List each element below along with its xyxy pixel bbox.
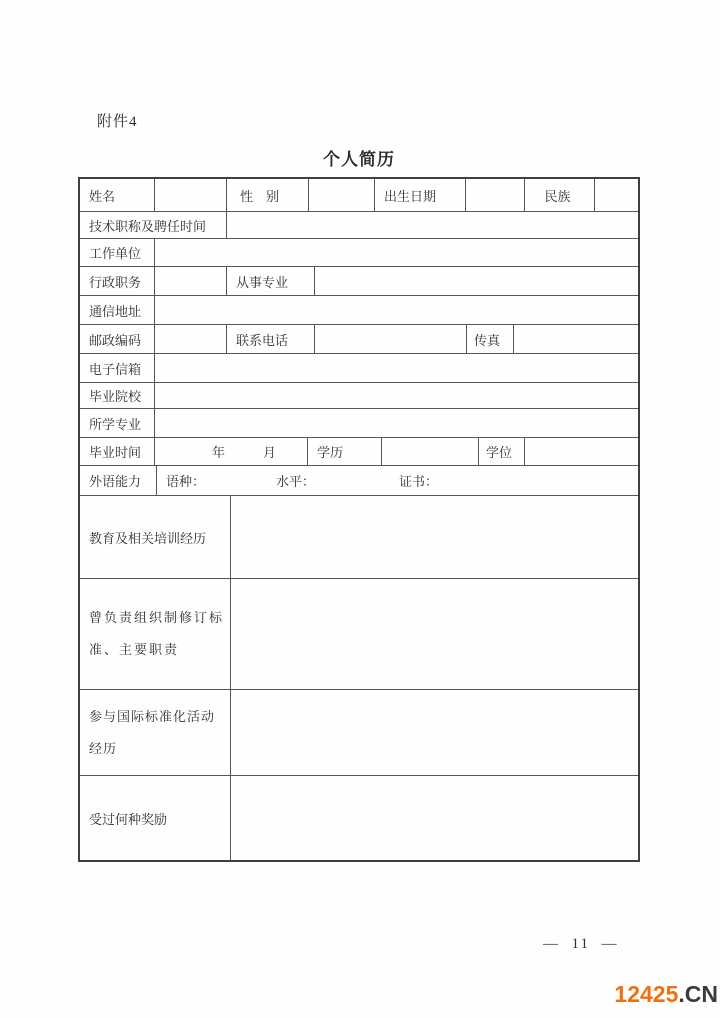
table-row — [80, 267, 638, 296]
email-value-cell — [155, 354, 638, 382]
language-level-label: 水平： — [276, 474, 316, 489]
international-activity-label: 参与国际标准化活动经历 — [80, 690, 231, 775]
table-row — [80, 496, 638, 579]
table-row — [80, 776, 638, 860]
table-row — [80, 438, 638, 466]
watermark-brand: 12425 — [614, 981, 679, 1007]
mailing-address-value-cell — [155, 296, 638, 324]
table-row — [80, 179, 638, 212]
education-level-label: 学历 — [308, 438, 382, 465]
postal-code-label: 邮政编码 — [80, 325, 155, 353]
phone-value-cell — [315, 325, 467, 353]
table-row — [80, 239, 638, 267]
foreign-language-detail-cell — [157, 466, 638, 495]
fax-value-cell — [514, 325, 638, 353]
ethnicity-label: 民族 — [525, 179, 595, 211]
phone-label: 联系电话 — [227, 325, 315, 353]
gender-value-cell — [309, 179, 375, 211]
foreign-language-label: 外语能力 — [80, 466, 157, 495]
name-value-cell — [155, 179, 227, 211]
graduate-school-label: 毕业院校 — [80, 383, 155, 408]
degree-value-cell — [525, 438, 638, 465]
year-label: 年 — [211, 445, 225, 460]
table-row — [80, 690, 638, 776]
technical-title-label: 技术职称及聘任时间 — [80, 212, 227, 238]
email-label: 电子信箱 — [80, 354, 155, 382]
table-row — [80, 212, 638, 239]
certificate-label: 证书： — [399, 474, 439, 489]
profession-value-cell — [315, 267, 638, 295]
admin-position-value-cell — [155, 267, 227, 295]
watermark-logo — [614, 981, 718, 1008]
major-value-cell — [155, 409, 638, 437]
mailing-address-label: 通信地址 — [80, 296, 155, 324]
postal-code-value-cell — [155, 325, 227, 353]
table-row — [80, 325, 638, 354]
table-row — [80, 409, 638, 438]
page-title: 个人简历 — [323, 150, 395, 169]
page-number: — 11 — — [543, 936, 619, 952]
education-training-value-cell — [231, 496, 638, 578]
graduate-school-value-cell — [155, 383, 638, 408]
work-unit-value-cell — [155, 239, 638, 266]
degree-label: 学位 — [479, 438, 525, 465]
standards-responsibility-value-cell — [231, 579, 638, 689]
language-type-label: 语种： — [166, 474, 206, 489]
birth-date-value-cell — [466, 179, 525, 211]
table-row — [80, 296, 638, 325]
attachment-label: 附件4 — [97, 114, 138, 130]
awards-value-cell — [231, 776, 638, 860]
month-label: 月 — [263, 445, 277, 460]
watermark-tld: .CN — [678, 981, 718, 1007]
work-unit-label: 工作单位 — [80, 239, 155, 266]
standards-responsibility-label: 曾负责组织制修订标准、主要职责 — [80, 579, 231, 689]
education-training-label: 教育及相关培训经历 — [80, 496, 231, 578]
major-label: 所学专业 — [80, 409, 155, 437]
gender-label: 性 别 — [227, 179, 309, 211]
resume-form-table — [78, 177, 640, 862]
ethnicity-value-cell — [595, 179, 638, 211]
graduation-year-month-cell — [155, 438, 308, 465]
table-row — [80, 383, 638, 409]
international-activity-value-cell — [231, 690, 638, 775]
table-row — [80, 579, 638, 690]
profession-label: 从事专业 — [227, 267, 315, 295]
table-row — [80, 354, 638, 383]
graduation-time-label: 毕业时间 — [80, 438, 155, 465]
table-row — [80, 466, 638, 496]
fax-label: 传真 — [467, 325, 514, 353]
awards-label: 受过何种奖励 — [80, 776, 231, 860]
education-level-value-cell — [382, 438, 479, 465]
admin-position-label: 行政职务 — [80, 267, 155, 295]
birth-date-label: 出生日期 — [375, 179, 466, 211]
technical-title-value-cell — [227, 212, 638, 238]
name-label: 姓名 — [80, 179, 155, 211]
